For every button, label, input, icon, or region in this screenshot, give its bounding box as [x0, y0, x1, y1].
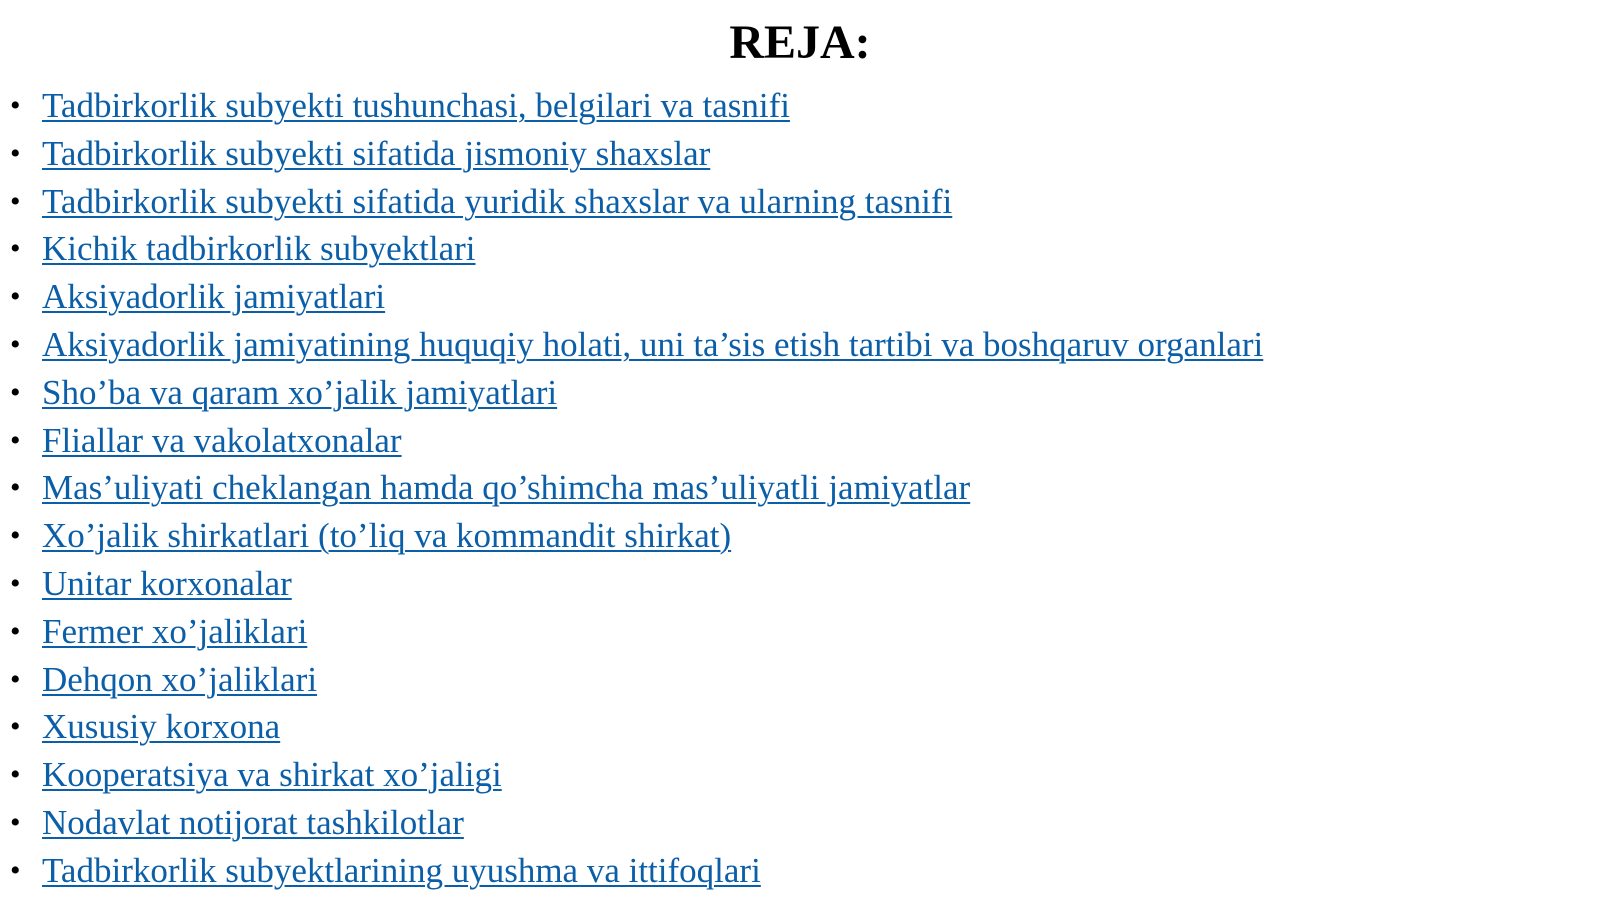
bullet-icon: •: [10, 423, 21, 457]
plan-list: [0, 82, 1263, 895]
list-item: [0, 560, 1263, 608]
bullet-icon: •: [10, 519, 21, 553]
plan-link[interactable]: Dehqon xo’jaliklari: [42, 659, 318, 699]
list-item: [0, 512, 1263, 560]
list-item: [0, 369, 1263, 417]
plan-link[interactable]: Kooperatsiya va shirkat xo’jaligi: [42, 755, 502, 795]
plan-link[interactable]: Tadbirkorlik subyekti tushunchasi, belgilari va tasnifi: [42, 86, 790, 125]
list-item: [0, 751, 1263, 799]
bullet-icon: •: [10, 327, 21, 361]
list-item: [0, 464, 1263, 512]
bullet-icon: •: [10, 614, 21, 648]
list-item: [0, 703, 1263, 751]
bullet-icon: •: [10, 136, 21, 170]
plan-link[interactable]: Mas’uliyati cheklangan hamda qo’shimcha mas’uliyatli jamiyatlar: [42, 468, 971, 508]
bullet-icon: •: [10, 662, 21, 696]
bullet-icon: •: [10, 232, 21, 266]
list-item: [0, 225, 1263, 273]
bullet-icon: •: [10, 280, 21, 314]
bullet-icon: •: [10, 375, 21, 409]
list-item: [0, 321, 1263, 369]
list-item: [0, 799, 1263, 847]
plan-link[interactable]: Aksiyadorlik jamiyatining huquqiy holati, uni ta’sis etish tartibi va boshqaruv organlari: [42, 324, 1264, 364]
list-item: [0, 847, 1263, 895]
plan-link[interactable]: Tadbirkorlik subyekti sifatida jismoniy shaxslar: [42, 133, 711, 173]
plan-link[interactable]: Unitar korxonalar: [42, 563, 292, 603]
plan-link[interactable]: Tadbirkorlik subyektlarining uyushma va ittifoqlari: [42, 850, 761, 890]
plan-link[interactable]: Sho’ba va qaram xo’jalik jamiyatlari: [42, 372, 558, 412]
list-item: [0, 417, 1263, 465]
bullet-icon: •: [10, 805, 21, 839]
list-item: [0, 608, 1263, 656]
plan-link[interactable]: Xo’jalik shirkatlari (to’liq va kommandit shirkat): [42, 516, 732, 556]
plan-link[interactable]: Fermer xo’jaliklari: [42, 611, 308, 651]
bullet-icon: •: [10, 758, 21, 792]
list-item: [0, 656, 1263, 704]
list-item: [0, 273, 1263, 321]
bullet-icon: •: [10, 89, 21, 122]
plan-link[interactable]: Xususiy korxona: [42, 707, 281, 747]
plan-link[interactable]: Tadbirkorlik subyekti sifatida yuridik shaxslar va ularning tasnifi: [42, 181, 953, 221]
plan-link[interactable]: Nodavlat notijorat tashkilotlar: [42, 802, 464, 842]
list-item: [0, 82, 1263, 130]
bullet-icon: •: [10, 471, 21, 505]
plan-link[interactable]: Kichik tadbirkorlik subyektlari: [42, 229, 476, 269]
page-title: REJA:: [729, 16, 871, 69]
list-item: [0, 178, 1263, 226]
bullet-icon: •: [10, 566, 21, 600]
list-item: [0, 130, 1263, 178]
bullet-icon: •: [10, 184, 21, 218]
bullet-icon: •: [10, 853, 21, 887]
plan-link[interactable]: Fliallar va vakolatxonalar: [42, 420, 402, 460]
plan-link[interactable]: Aksiyadorlik jamiyatlari: [42, 277, 386, 317]
bullet-icon: •: [10, 710, 21, 744]
